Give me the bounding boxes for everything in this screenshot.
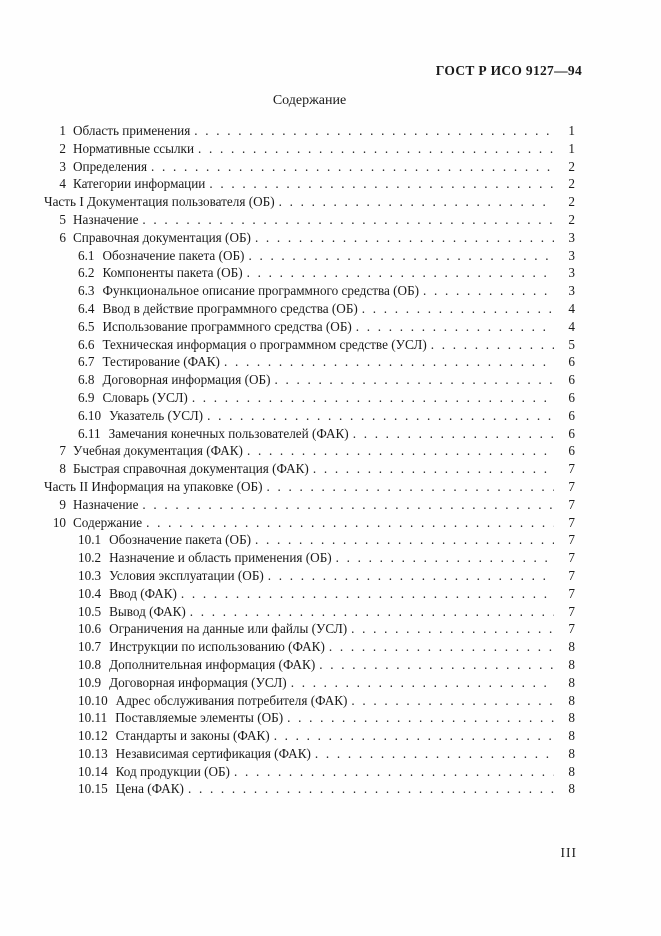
toc-entry (78, 620, 575, 638)
toc-entry-number: 6.2 (78, 265, 95, 281)
toc-entry-title: Словарь (УСЛ) (102, 389, 188, 405)
toc-entry-number: 7 (59, 443, 66, 459)
toc-entry-number: 5 (59, 211, 66, 227)
toc-entry (78, 336, 575, 354)
dot-leader (279, 193, 554, 211)
toc-entry-page: 3 (568, 283, 575, 299)
toc-entry-page: 1 (568, 123, 575, 138)
dot-leader (190, 603, 554, 621)
toc-entry (78, 692, 575, 710)
dot-leader (255, 531, 554, 549)
dot-leader (247, 442, 554, 460)
toc-entry (44, 478, 575, 496)
toc-entry-title: Цена (ФАК) (115, 781, 184, 797)
toc-entry-page: 2 (568, 158, 575, 174)
toc-entry-number: 6.10 (78, 407, 102, 423)
toc-entry-title: Договорная информация (УСЛ) (109, 674, 287, 690)
dot-leader (351, 620, 554, 638)
toc-entry-number: 6.4 (78, 300, 95, 316)
toc-entry (78, 300, 575, 318)
toc-entry (44, 211, 575, 229)
toc-entry-page: 8 (568, 656, 575, 672)
toc-entry-number: 6.9 (78, 389, 95, 405)
toc-entry-title: Быстрая справочная документация (ФАК) (73, 461, 309, 477)
dot-leader (194, 122, 554, 140)
toc-entry-number: 10.5 (78, 603, 102, 619)
toc-entry-number: 4 (59, 176, 66, 192)
toc-entry (44, 175, 575, 193)
dot-leader (423, 282, 554, 300)
toc-entry-page: 2 (568, 194, 575, 210)
toc-entry-number: 10.8 (78, 656, 102, 672)
dot-leader (181, 585, 554, 603)
toc-entry (78, 282, 575, 300)
toc-entry-title: Определения (73, 158, 148, 174)
toc-entry-title: Дополнительная информация (ФАК) (109, 656, 316, 672)
toc-list (44, 122, 575, 798)
dot-leader (313, 460, 554, 478)
toc-entry (78, 745, 575, 763)
dot-leader (274, 727, 554, 745)
dot-leader (268, 567, 554, 585)
toc-entry-number: 10.11 (78, 710, 108, 726)
toc-entry-number: 10 (52, 514, 66, 530)
dot-leader (287, 709, 554, 727)
toc-entry-page: 6 (568, 425, 575, 441)
toc-entry (78, 247, 575, 265)
toc-entry-page: 8 (568, 763, 575, 779)
toc-entry-title: Замечания конечных пользователей (ФАК) (108, 425, 349, 441)
toc-entry-number: 6.3 (78, 283, 95, 299)
dot-leader (431, 336, 554, 354)
toc-entry-number: 10.3 (78, 567, 102, 583)
toc-entry-number: 9 (59, 496, 66, 512)
toc-entry-page: 2 (568, 176, 575, 192)
dot-leader (291, 674, 554, 692)
toc-entry-title: Тестирование (ФАК) (102, 354, 220, 370)
dot-leader (353, 425, 554, 443)
toc-entry-page: 7 (568, 621, 575, 637)
toc-entry-page: 2 (568, 211, 575, 227)
dot-leader (209, 175, 554, 193)
toc-entry-number: 6.5 (78, 318, 95, 334)
toc-entry-page: 6 (568, 443, 575, 459)
toc-entry (78, 353, 575, 371)
toc-entry-page: 7 (568, 461, 575, 477)
toc-entry-number: 10.2 (78, 550, 102, 566)
dot-leader (247, 264, 554, 282)
toc-entry-number: 6.11 (78, 425, 101, 441)
toc-entry-page: 7 (568, 478, 575, 494)
toc-entry-title: Содержание (73, 514, 143, 530)
toc-entry-title: Техническая информация о программном средстве (УСЛ) (102, 336, 427, 352)
toc-entry (78, 585, 575, 603)
toc-entry-number: 3 (59, 158, 66, 174)
toc-entry-number: 10.1 (78, 532, 102, 548)
toc-entry-title: Вывод (ФАК) (109, 603, 186, 619)
toc-entry-title: Договорная информация (ОБ) (102, 372, 271, 388)
toc-entry-title: Ограничения на данные или файлы (УСЛ) (109, 621, 348, 637)
toc-entry-page: 7 (568, 496, 575, 512)
toc-title: Содержание (272, 93, 347, 108)
toc-entry-page: 8 (568, 728, 575, 744)
toc-entry-title: Учебная документация (ФАК) (73, 443, 243, 459)
toc-entry (78, 264, 575, 282)
toc-entry (44, 229, 575, 247)
toc-entry-page: 3 (568, 229, 575, 245)
dot-leader (207, 407, 554, 425)
toc-entry-title: Поставляемые элементы (ОБ) (115, 710, 284, 726)
toc-entry (78, 709, 575, 727)
toc-entry-number: 10.14 (78, 763, 108, 779)
toc-entry (44, 442, 575, 460)
toc-entry-title: Область применения (73, 123, 191, 138)
toc-entry-title: Категории информации (73, 176, 206, 192)
toc-entry (78, 603, 575, 621)
toc-entry (44, 193, 575, 211)
dot-leader (146, 514, 554, 532)
toc-entry (44, 514, 575, 532)
toc-entry-page: 8 (568, 781, 575, 797)
toc-entry-page: 7 (568, 603, 575, 619)
toc-entry-title: Часть I Документация пользователя (ОБ) (44, 194, 275, 210)
toc-entry-page: 8 (568, 745, 575, 761)
dot-leader (224, 353, 554, 371)
toc-entry-page: 4 (568, 318, 575, 334)
toc-entry-number: 6.6 (78, 336, 95, 352)
toc-entry (78, 567, 575, 585)
toc-entry-title: Обозначение пакета (ОБ) (109, 532, 252, 548)
toc-entry-page: 6 (568, 354, 575, 370)
toc-entry-page: 7 (568, 514, 575, 530)
toc-entry (78, 549, 575, 567)
dot-leader (248, 247, 554, 265)
dot-leader (142, 496, 554, 514)
toc-entry-title: Назначение (73, 496, 139, 512)
toc-entry-number: 10.7 (78, 639, 102, 655)
toc-entry (78, 389, 575, 407)
toc-entry-number: 6.8 (78, 372, 95, 388)
toc-entry-page: 6 (568, 389, 575, 405)
dot-leader (329, 638, 554, 656)
dot-leader (319, 656, 554, 674)
toc-entry-title: Условия эксплуатации (ОБ) (109, 567, 264, 583)
toc-entry-title: Ввод (ФАК) (109, 585, 177, 601)
toc-entry (78, 371, 575, 389)
dot-leader (336, 549, 554, 567)
toc-entry-page: 5 (568, 336, 575, 352)
toc-entry (78, 727, 575, 745)
toc-entry-page: 6 (568, 407, 575, 423)
dot-leader (267, 478, 554, 496)
dot-leader (142, 211, 554, 229)
dot-leader (188, 780, 554, 798)
toc-entry (78, 318, 575, 336)
toc-entry-number: 10.12 (78, 728, 108, 744)
dot-leader (362, 300, 554, 318)
toc-entry-page: 1 (568, 140, 575, 156)
toc-entry-page: 7 (568, 550, 575, 566)
toc-entry (44, 158, 575, 176)
toc-entry-number: 10.13 (78, 745, 108, 761)
toc-entry (78, 656, 575, 674)
toc-entry (44, 496, 575, 514)
toc-entry-title: Стандарты и законы (ФАК) (115, 728, 270, 744)
toc-entry-number: 8 (59, 461, 66, 477)
page-number: III (560, 845, 577, 860)
dot-leader (198, 140, 554, 158)
dot-leader (255, 229, 554, 247)
toc-entry-title: Указатель (УСЛ) (109, 407, 204, 423)
toc-entry-title: Назначение и область применения (ОБ) (109, 550, 332, 566)
toc-entry-page: 7 (568, 532, 575, 548)
dot-leader (234, 763, 554, 781)
toc-entry-title: Компоненты пакета (ОБ) (102, 265, 243, 281)
toc-entry-number: 10.6 (78, 621, 102, 637)
toc-entry-page: 8 (568, 639, 575, 655)
dot-leader (151, 158, 554, 176)
toc-entry-number: 10.4 (78, 585, 102, 601)
toc-entry-title: Инструкции по использованию (ФАК) (109, 639, 325, 655)
toc-entry-number: 10.15 (78, 781, 108, 797)
toc-entry (44, 122, 575, 140)
toc-entry-number: 2 (59, 140, 66, 156)
toc-entry-title: Нормативные ссылки (73, 140, 195, 156)
toc-entry (44, 460, 575, 478)
toc-entry-title: Часть II Информация на упаковке (ОБ) (44, 478, 263, 494)
toc-entry-page: 8 (568, 710, 575, 726)
toc-entry-number: 10.9 (78, 674, 102, 690)
toc-entry-title: Независимая сертификация (ФАК) (115, 745, 311, 761)
dot-leader (274, 371, 554, 389)
toc-entry-title: Справочная документация (ОБ) (73, 229, 251, 245)
toc-entry-title: Функциональное описание программного средства (ОБ) (102, 283, 420, 299)
toc-entry-page: 7 (568, 585, 575, 601)
dot-leader (356, 318, 554, 336)
toc-entry-number: 1 (59, 123, 66, 138)
toc-entry (78, 674, 575, 692)
toc-entry-page: 4 (568, 300, 575, 316)
toc-entry-number: 6 (59, 229, 66, 245)
toc-entry-page: 7 (568, 567, 575, 583)
toc-entry (78, 425, 575, 443)
toc-entry (78, 638, 575, 656)
toc-entry-page: 8 (568, 692, 575, 708)
toc-entry (78, 407, 575, 425)
document-code: ГОСТ Р ИСО 9127—94 (435, 63, 582, 78)
toc-entry-page: 3 (568, 265, 575, 281)
toc-entry (78, 763, 575, 781)
toc-entry-title: Обозначение пакета (ОБ) (102, 247, 245, 263)
toc-entry-number: 10.10 (78, 692, 108, 708)
toc-entry-title: Ввод в действие программного средства (ОБ) (102, 300, 358, 316)
toc-entry-title: Код продукции (ОБ) (115, 763, 230, 779)
toc-entry-page: 3 (568, 247, 575, 263)
toc-entry (78, 531, 575, 549)
dot-leader (192, 389, 554, 407)
toc-entry-title: Назначение (73, 211, 139, 227)
toc-entry (44, 140, 575, 158)
dot-leader (351, 692, 554, 710)
toc-entry (78, 780, 575, 798)
toc-entry-title: Адрес обслуживания потребителя (ФАК) (115, 692, 348, 708)
toc-entry-title: Использование программного средства (ОБ) (102, 318, 352, 334)
toc-entry-number: 6.1 (78, 247, 95, 263)
dot-leader (315, 745, 554, 763)
toc-entry-page: 8 (568, 674, 575, 690)
toc-entry-page: 6 (568, 372, 575, 388)
toc-entry-number: 6.7 (78, 354, 95, 370)
